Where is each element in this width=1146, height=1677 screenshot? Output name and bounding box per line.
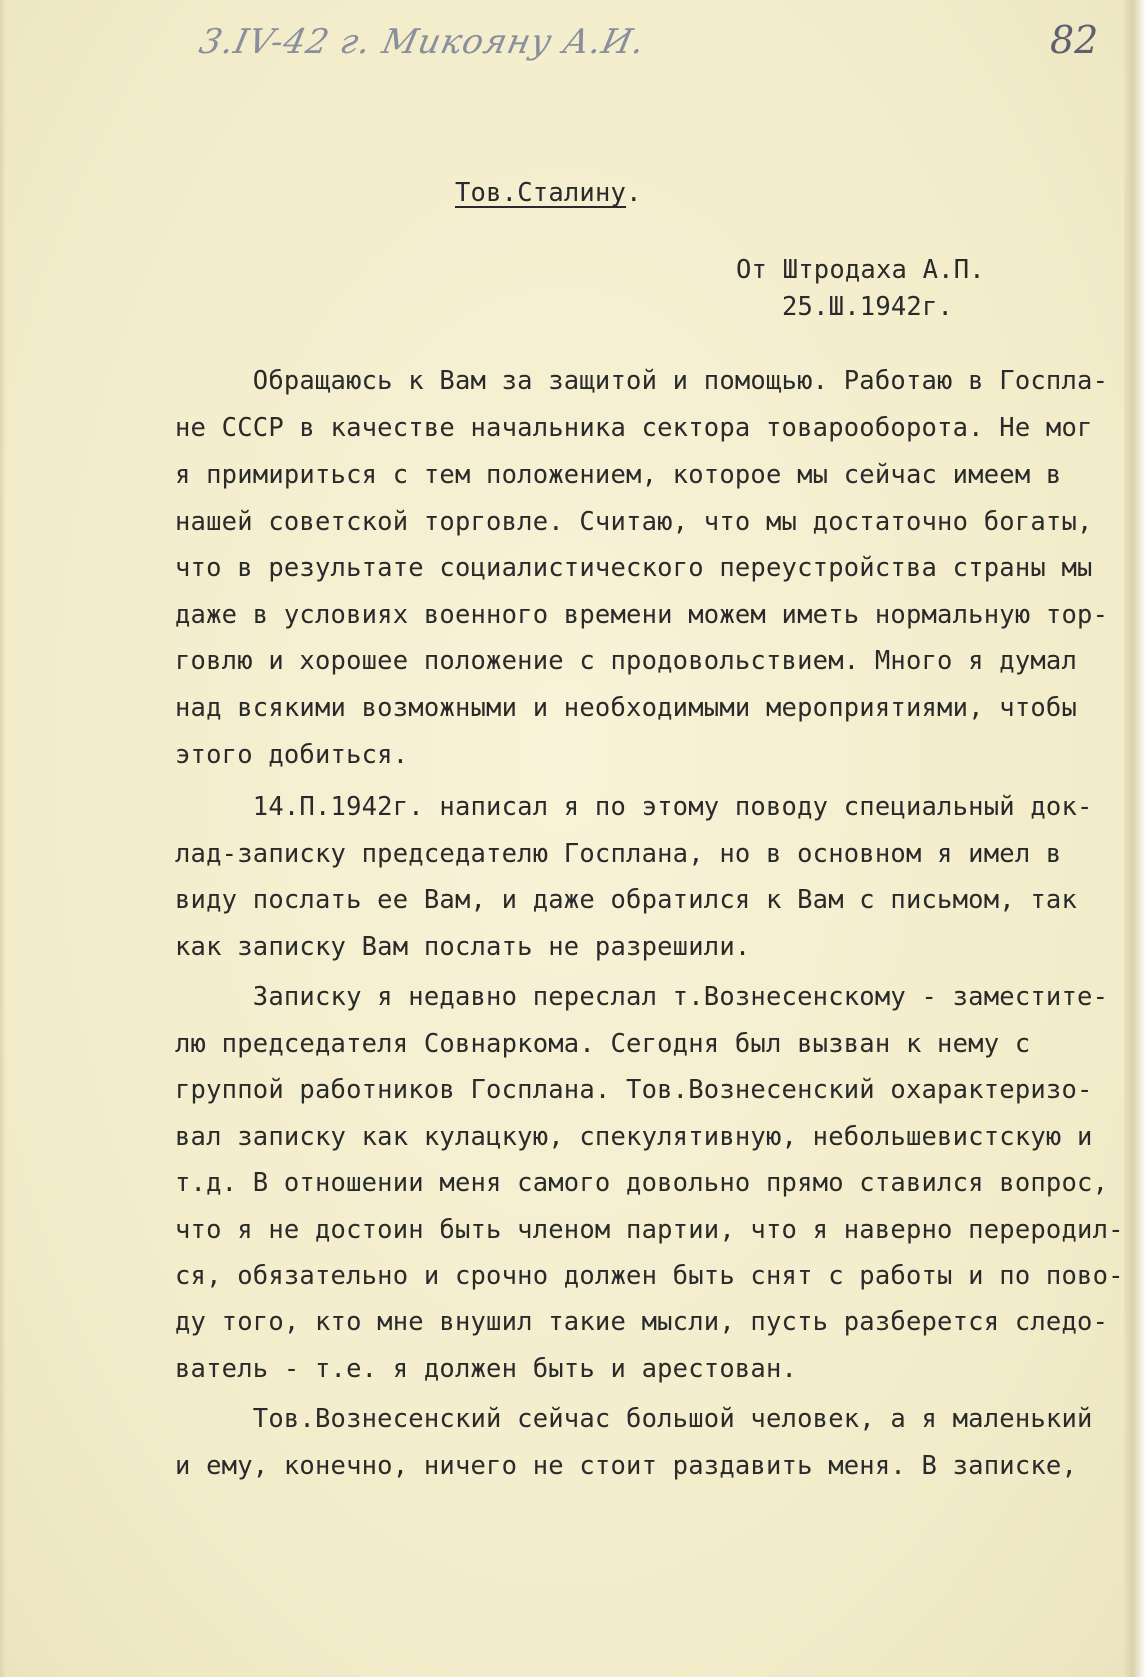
date-line: 25.Ш.1942г.	[782, 292, 954, 322]
body-line: над всякими возможными и необходимыми мероприятиями, чтобы	[175, 693, 1078, 723]
addressee-text: Тов.Сталину	[455, 178, 627, 208]
body-line: ватель - т.е. я должен быть и арестован.	[175, 1354, 798, 1384]
body-line: вал записку как кулацкую, спекулятивную, небольшевистскую и	[175, 1122, 1093, 1152]
body-line: даже в условиях военного времени можем иметь нормальную тор-	[175, 600, 1109, 630]
page-left-edge	[0, 0, 6, 1677]
page-right-edge	[1124, 0, 1146, 1677]
body-line: лю председателя Совнаркома. Сегодня был вызван к нему с	[175, 1029, 1031, 1059]
body-line: т.д. В отношении меня самого довольно прямо ставился вопрос,	[175, 1168, 1109, 1198]
body-line: Записку я недавно переслал т.Вознесенскому - заместите-	[175, 982, 1109, 1012]
body-line: ся, обязательно и срочно должен быть снят с работы и по пово-	[175, 1261, 1124, 1291]
sender-line: От Штродаха А.П.	[736, 255, 985, 285]
page-number: 82	[1050, 18, 1099, 62]
body-line: я примириться с тем положением, которое мы сейчас имеем в	[175, 460, 1062, 490]
body-line: Обращаюсь к Вам за защитой и помощью. Работаю в Госпла-	[175, 366, 1109, 396]
body-line: ду того, кто мне внушил такие мысли, пусть разберется следо-	[175, 1307, 1109, 1337]
addressee	[455, 178, 642, 208]
body-line: что в результате социалистического переустройства страны мы	[175, 553, 1093, 583]
body-line: виду послать ее Вам, и даже обратился к Вам с письмом, так	[175, 885, 1078, 915]
body-line: лад-записку председателю Госплана, но в основном я имел в	[175, 839, 1062, 869]
body-line: этого добиться.	[175, 740, 409, 770]
body-line: не СССР в качестве начальника сектора товарооборота. Не мог	[175, 413, 1093, 443]
body-line: и ему, конечно, ничего не стоит раздавить меня. В записке,	[175, 1451, 1078, 1481]
body-line: Тов.Вознесенский сейчас большой человек, а я маленький	[175, 1404, 1093, 1434]
body-line: группой работников Госплана. Тов.Вознесенский охарактеризо-	[175, 1075, 1093, 1105]
handwritten-note: 3.IV-42 г. Микояну А.И.	[195, 22, 649, 62]
body-line: говлю и хорошее положение с продовольствием. Много я думал	[175, 646, 1078, 676]
body-line: как записку Вам послать не разрешили.	[175, 932, 751, 962]
addressee-period: .	[626, 178, 642, 208]
body-line: что я не достоин быть членом партии, что я наверно переродил-	[175, 1215, 1124, 1245]
body-line: 14.П.1942г. написал я по этому поводу специальный док-	[175, 792, 1093, 822]
body-line: нашей советской торговле. Считаю, что мы достаточно богаты,	[175, 507, 1093, 537]
